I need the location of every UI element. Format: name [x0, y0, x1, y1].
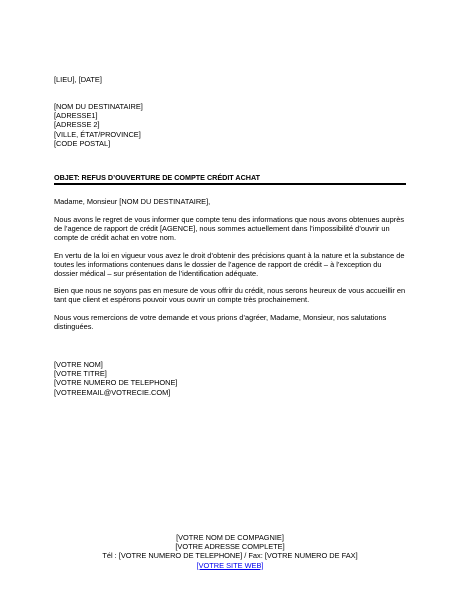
signature-block: [54, 360, 406, 397]
body-paragraph-1: [54, 215, 406, 243]
body-paragraph-3: [54, 286, 406, 304]
body-paragraph-2: [54, 251, 406, 279]
paragraph-text: Nous avons le regret de vous informer que compte tenu des informations que nous avons obtenues auprès de l’agence de rapport de crédit [AGENCE], nous sommes actuellement dans l’impossibilité d’ouvrir un compte de crédit achat en votre nom.: [54, 215, 405, 243]
footer-company: [VOTRE NOM DE COMPAGNIE]: [176, 533, 284, 542]
signature-phone: [VOTRE NUMERO DE TELEPHONE]: [54, 378, 178, 388]
recipient-name: [NOM DU DESTINATAIRE]: [54, 102, 143, 111]
signature-email: [VOTREEMAIL@VOTRECIE.COM]: [54, 387, 171, 397]
paragraph-text: Bien que nous ne soyons pas en mesure de vous offrir du crédit, nous serons heureux de vous accueillir en tant que client et espérons pouvoir vous ouvrir un compte très prochainement.: [54, 286, 406, 305]
footer-contact: Tél : [VOTRE NUMERO DE TELEPHONE] / Fax: [VOTRE NUMERO DE FAX]: [102, 551, 358, 561]
paragraph-text: Nous vous remercions de votre demande et vous prions d’agréer, Madame, Monsieur, nos salutations distinguées.: [54, 313, 387, 332]
recipient-address-block: [54, 102, 406, 148]
place-date: [LIEU], [DATE]: [54, 75, 102, 84]
letter-footer: [54, 533, 406, 570]
salutation-block: [54, 197, 406, 206]
signature-title: [VOTRE TITRE]: [54, 369, 107, 379]
body-paragraph-4: [54, 313, 406, 331]
footer-address: [VOTRE ADRESSE COMPLETE]: [175, 542, 285, 552]
salutation: Madame, Monsieur [NOM DU DESTINATAIRE],: [54, 197, 211, 206]
paragraph-text: En vertu de la loi en vigueur vous avez le droit d’obtenir des précisions quant à la nature et la substance de toutes les informations contenues dans le dossier de l’agence de rapport de crédit – à l’exception du dossier médical – sur présentation de l’identification adéquate.: [54, 251, 405, 279]
footer-website-link[interactable]: [VOTRE SITE WEB]: [196, 560, 264, 570]
recipient-address1: [ADRESSE1]: [54, 111, 98, 121]
subject-line: OBJET: REFUS D’OUVERTURE DE COMPTE CRÉDIT ACHAT: [54, 173, 261, 182]
place-date-block: [54, 75, 406, 84]
recipient-city: [VILLE, ÉTAT/PROVINCE]: [54, 129, 141, 139]
subject-divider: [54, 183, 406, 185]
recipient-postal-code: [CODE POSTAL]: [54, 138, 111, 148]
recipient-address2: [ADRESSE 2]: [54, 120, 100, 130]
signature-name: [VOTRE NOM]: [54, 360, 103, 369]
